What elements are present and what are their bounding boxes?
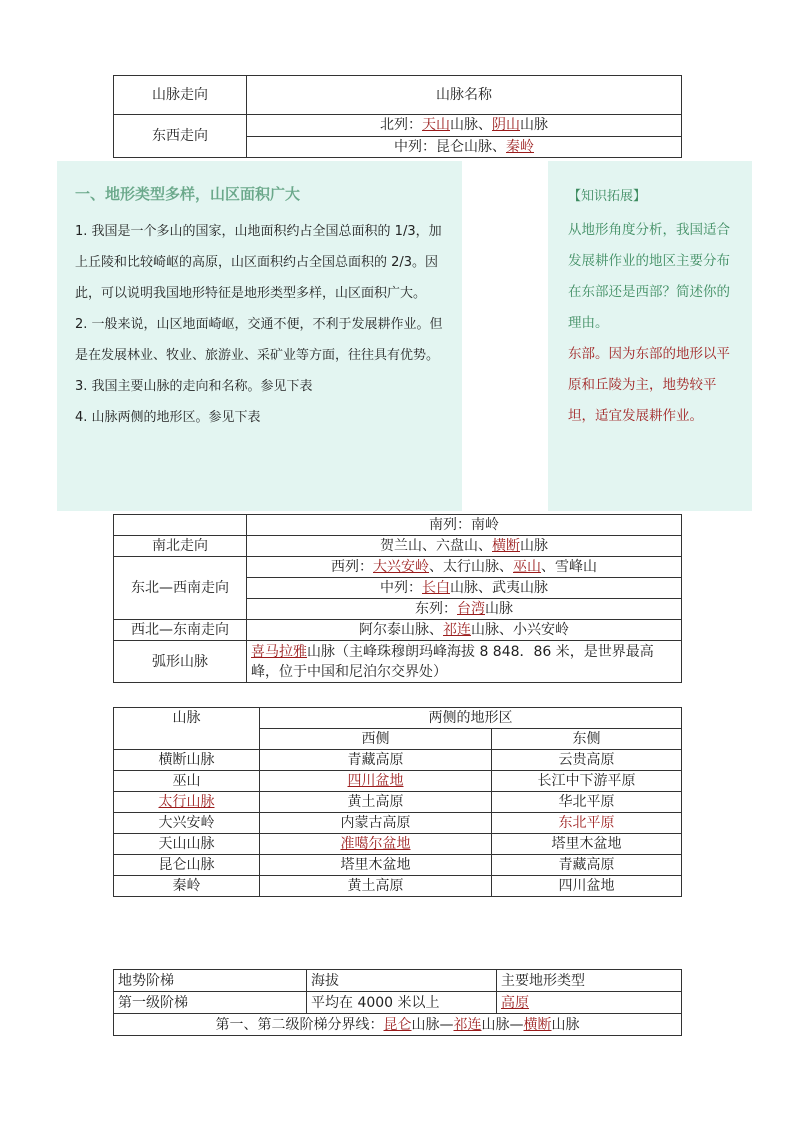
note-paragraph-2: 2. 一般来说，山区地面崎岖，交通不便，不利于发展耕作业。但是在发展林业、牧业、旅游业、采矿业等方面，往往具有优势。 [75,317,443,363]
t2-west: 准噶尔盆地 [260,834,492,855]
section-title: 一、地形类型多样，山区面积广大 [75,185,301,203]
knowledge-question: 从地形角度分析，我国适合发展耕作业的地区主要分布在东部还是西部？简述你的理由。 [568,222,730,331]
ew-continuation [114,515,247,536]
nw-label: 西北—东南走向 [114,620,247,641]
t2-west: 内蒙古高原 [260,813,492,834]
t2-east: 云贵高原 [492,750,682,771]
ns-label: 南北走向 [114,536,247,557]
table-row [114,876,682,897]
t3-header-type: 主要地形类型 [497,970,682,992]
t2-mountain: 昆仑山脉 [114,855,260,876]
notes-panel [57,161,462,511]
knowledge-answer: 东部。因为东部的地形以平原和丘陵为主，地势较平坦，适宜发展耕作业。 [568,346,730,424]
mountain-sides-table [113,707,682,897]
t2-west: 黄土高原 [260,876,492,897]
mountain-direction-table-bottom [113,514,682,683]
note-paragraph-1: 1. 我国是一个多山的国家，山地面积约占全国总面积的 1/3，加上丘陵和比较崎岖的高原，山区面积约占全国总面积的 2/3。因此，可以说明我国地形特征是地形类型多样，山区面积广大。 [75,224,442,301]
t2-header-mountain: 山脉 [114,708,260,750]
t2-mountain: 大兴安岭 [114,813,260,834]
mountain-direction-table-top [113,75,682,158]
ns-row: 贺兰山、六盘山、横断山脉 [247,536,682,557]
table-row [114,771,682,792]
t2-east: 四川盆地 [492,876,682,897]
ew-north-row: 北列：天山山脉、阴山山脉 [247,115,682,137]
table-row [114,855,682,876]
t2-mountain: 秦岭 [114,876,260,897]
t2-mountain: 太行山脉 [114,792,260,813]
ne-middle-row: 中列：长白山脉、武夷山脉 [247,578,682,599]
ne-west-row: 西列：大兴安岭、太行山脉、巫山、雪峰山 [247,557,682,578]
nw-row: 阿尔泰山脉、祁连山脉、小兴安岭 [247,620,682,641]
t2-east: 华北平原 [492,792,682,813]
t2-mountain: 横断山脉 [114,750,260,771]
ew-south-row: 南列：南岭 [247,515,682,536]
t2-east: 东北平原 [492,813,682,834]
t3-boundary-row: 第一、第二级阶梯分界线：昆仑山脉—祁连山脉—横断山脉 [114,1014,682,1036]
t2-mountain: 天山山脉 [114,834,260,855]
t3-header-altitude: 海拔 [307,970,497,992]
arc-label: 弧形山脉 [114,641,247,683]
t3-header-step: 地势阶梯 [114,970,307,992]
ew-label: 东西走向 [114,115,247,158]
t2-west: 塔里木盆地 [260,855,492,876]
t2-east: 长江中下游平原 [492,771,682,792]
t2-header-west: 西侧 [260,729,492,750]
arc-row: 喜马拉雅山脉（主峰珠穆朗玛峰海拔 8 848．86 米，是世界最高峰，位于中国和尼泊尔交界处） [247,641,682,683]
header-names: 山脉名称 [247,76,682,115]
t2-mountain: 巫山 [114,771,260,792]
table-row [114,750,682,771]
terrain-steps-table [113,969,682,1036]
table-row [114,813,682,834]
note-paragraph-3: 3. 我国主要山脉的走向和名称。参见下表 [75,379,313,394]
t2-header-east: 东侧 [492,729,682,750]
ne-east-row: 东列：台湾山脉 [247,599,682,620]
ne-label: 东北—西南走向 [114,557,247,620]
t3-step-1: 第一级阶梯 [114,992,307,1014]
table-row [114,792,682,813]
t2-west: 四川盆地 [260,771,492,792]
t2-west: 黄土高原 [260,792,492,813]
t2-west: 青藏高原 [260,750,492,771]
t2-east: 塔里木盆地 [492,834,682,855]
t3-altitude-1: 平均在 4000 米以上 [307,992,497,1014]
t2-east: 青藏高原 [492,855,682,876]
knowledge-extension-panel [548,161,752,511]
t3-type-1: 高原 [497,992,682,1014]
ew-middle-row: 中列：昆仑山脉、秦岭 [247,136,682,158]
t2-header-regions: 两侧的地形区 [260,708,682,729]
header-direction: 山脉走向 [114,76,247,115]
note-paragraph-4: 4. 山脉两侧的地形区。参见下表 [75,410,261,425]
table-row [114,834,682,855]
knowledge-title: 【知识拓展】 [568,189,647,204]
